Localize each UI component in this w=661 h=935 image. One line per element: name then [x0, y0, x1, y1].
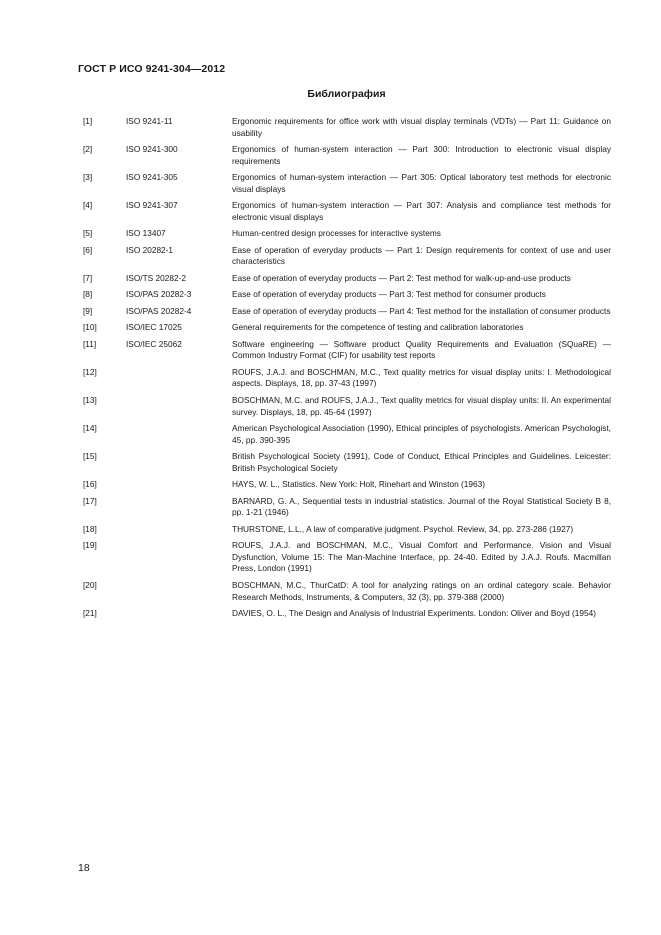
entry-text: General requirements for the competence of testing and calibration laboratories [232, 322, 524, 333]
entry-standard: ISO/IEC 17025 [126, 322, 182, 333]
entry-standard [126, 367, 232, 390]
entry-number: [2] [83, 144, 93, 155]
entry-standard: ISO 9241-305 [126, 172, 178, 183]
entry-number: [1] [83, 116, 93, 126]
entry-standard [126, 540, 232, 575]
bibliography-entry [83, 116, 611, 139]
bibliography-entry [83, 200, 611, 223]
page-number: 18 [78, 862, 90, 874]
bibliography-entry [83, 322, 611, 334]
entry-number: [17] [83, 495, 97, 506]
bibliography-entry [83, 540, 611, 575]
entry-number: [10] [83, 322, 97, 333]
entry-text: Ergonomics of human-system interaction — Part 305: Optical laboratory test methods for electronic visual displays [232, 172, 611, 194]
entry-standard [126, 524, 232, 536]
entry-number: [3] [83, 172, 93, 183]
entry-text: BARNARD, G. A., Sequential tests in industrial statistics. Journal of the Royal Statistical Society B 8, pp. 1-21 (1946) [232, 495, 611, 518]
entry-text: THURSTONE, L.L., A law of comparative judgment. Psychol. Review, 34, pp. 273-286 (1927) [232, 523, 574, 534]
entry-text: Ease of operation of everyday products — Part 1: Design requirements for context of use and user characteristics [232, 244, 611, 267]
entry-number: [14] [83, 423, 97, 434]
entry-number: [15] [83, 451, 97, 462]
entry-text: Ergonomics of human-system interaction — Part 300: Introduction to electronic visual display requirements [232, 144, 611, 166]
entry-text: BOSCHMAN, M.C. and ROUFS, J.A.J., Text quality metrics for visual display units: II. An experimental survey. Displays, 18, pp. 45-64 (1997) [232, 394, 611, 417]
entry-text: HAYS, W. L., Statistics. New York: Holt, Rinehart and Winston (1963) [232, 479, 486, 490]
entry-standard: ISO/PAS 20282-4 [126, 305, 192, 316]
entry-standard [126, 479, 232, 491]
entry-text: Ergonomic requirements for office work with visual display terminals (VDTs) — Part 11: Guidance on usability [232, 116, 611, 138]
entry-number: [18] [83, 523, 97, 534]
entry-number: [16] [83, 479, 97, 490]
bibliography-entry [83, 289, 611, 301]
entry-standard [126, 608, 232, 620]
bibliography-entry [83, 423, 611, 446]
entry-number: [12] [83, 366, 97, 377]
entry-number: [21] [83, 608, 97, 618]
entry-standard: ISO 9241-300 [126, 144, 178, 155]
entry-number: [13] [83, 394, 97, 405]
page-title: Библиография [307, 88, 386, 100]
entry-text: American Psychological Association (1990), Ethical principles of psychologists. American Psychologist, 45, pp. 390-395 [232, 423, 611, 445]
entry-number: [19] [83, 540, 97, 551]
entry-text: Ease of operation of everyday products — Part 2: Test method for walk-up-and-use products [232, 272, 571, 283]
bibliography-entry [83, 172, 611, 195]
entry-text: Ergonomics of human-system interaction — Part 307: Analysis and compliance test methods for electronic visual displays [232, 200, 611, 222]
entry-text: BOSCHMAN, M.C., ThurCatD: A tool for analyzing ratings on an ordinal category scale. Behavior Research Methods, Instruments, & Computers, 32 (3), pp. 379-388 (2000) [232, 579, 611, 602]
bibliography-entry [83, 273, 611, 285]
bibliography-entry [83, 524, 611, 536]
entry-text: British Psychological Society (1991), Code of Conduct, Ethical Principles and Guidelines. Leicester: British Psychological Society [232, 451, 611, 473]
bibliography-entry [83, 451, 611, 474]
entry-number: [9] [83, 305, 93, 316]
entry-standard [126, 496, 232, 519]
bibliography-entry [83, 608, 611, 620]
entry-number: [5] [83, 228, 93, 239]
bibliography-entry [83, 144, 611, 167]
bibliography-entry [83, 245, 611, 268]
bibliography-entry [83, 339, 611, 362]
entry-standard: ISO 13407 [126, 228, 166, 239]
document-code: ГОСТ Р ИСО 9241-304—2012 [78, 63, 226, 75]
bibliography-entry [83, 395, 611, 418]
entry-standard [126, 423, 232, 446]
entry-number: [6] [83, 244, 93, 255]
entry-standard: ISO 9241-307 [126, 200, 178, 211]
bibliography-entry [83, 479, 611, 491]
entry-number: [4] [83, 200, 93, 211]
entry-text: ROUFS, J.A.J. and BOSCHMAN, M.C., Visual Comfort and Performance. Vision and Visual Dysfunction, Volume 15: The Man-Machine Interface, pp. 24-40. Edited by J.A.J. Roufs. Macmillan Press, London (1991) [232, 540, 611, 574]
entry-standard: ISO/TS 20282-2 [126, 272, 186, 283]
entry-text: DAVIES, O. L., The Design and Analysis of Industrial Experiments. London: Oliver and Boyd (1954) [232, 608, 597, 618]
bibliography-entry [83, 306, 611, 318]
bibliography-entry [83, 228, 611, 240]
entry-standard: ISO/PAS 20282-3 [126, 289, 192, 300]
entry-number: [11] [83, 338, 97, 349]
bibliography-list [83, 116, 611, 624]
entry-text: Software engineering — Software product Quality Requirements and Evaluation (SQuaRE) — Common Industry Format (CIF) for usability test reports [232, 338, 611, 361]
entry-number: [8] [83, 289, 93, 300]
entry-standard [126, 580, 232, 603]
entry-standard: ISO 20282-1 [126, 244, 174, 255]
entry-number: [7] [83, 272, 93, 283]
bibliography-entry [83, 367, 611, 390]
entry-text: Ease of operation of everyday products — Part 3: Test method for consumer products [232, 289, 546, 300]
bibliography-entry [83, 580, 611, 603]
entry-standard: ISO/IEC 25062 [126, 338, 182, 349]
entry-text: Human-centred design processes for interactive systems [232, 228, 441, 239]
entry-text: ROUFS, J.A.J. and BOSCHMAN, M.C., Text quality metrics for visual display units: I. Methodological aspects. Displays, 18, pp. 37-43 (1997) [232, 366, 611, 389]
entry-standard: ISO 9241-11 [126, 116, 173, 126]
entry-standard [126, 451, 232, 474]
entry-standard [126, 395, 232, 418]
entry-text: Ease of operation of everyday products — Part 4: Test method for the installation of consumer products [232, 305, 611, 316]
entry-number: [20] [83, 579, 97, 590]
bibliography-entry [83, 496, 611, 519]
